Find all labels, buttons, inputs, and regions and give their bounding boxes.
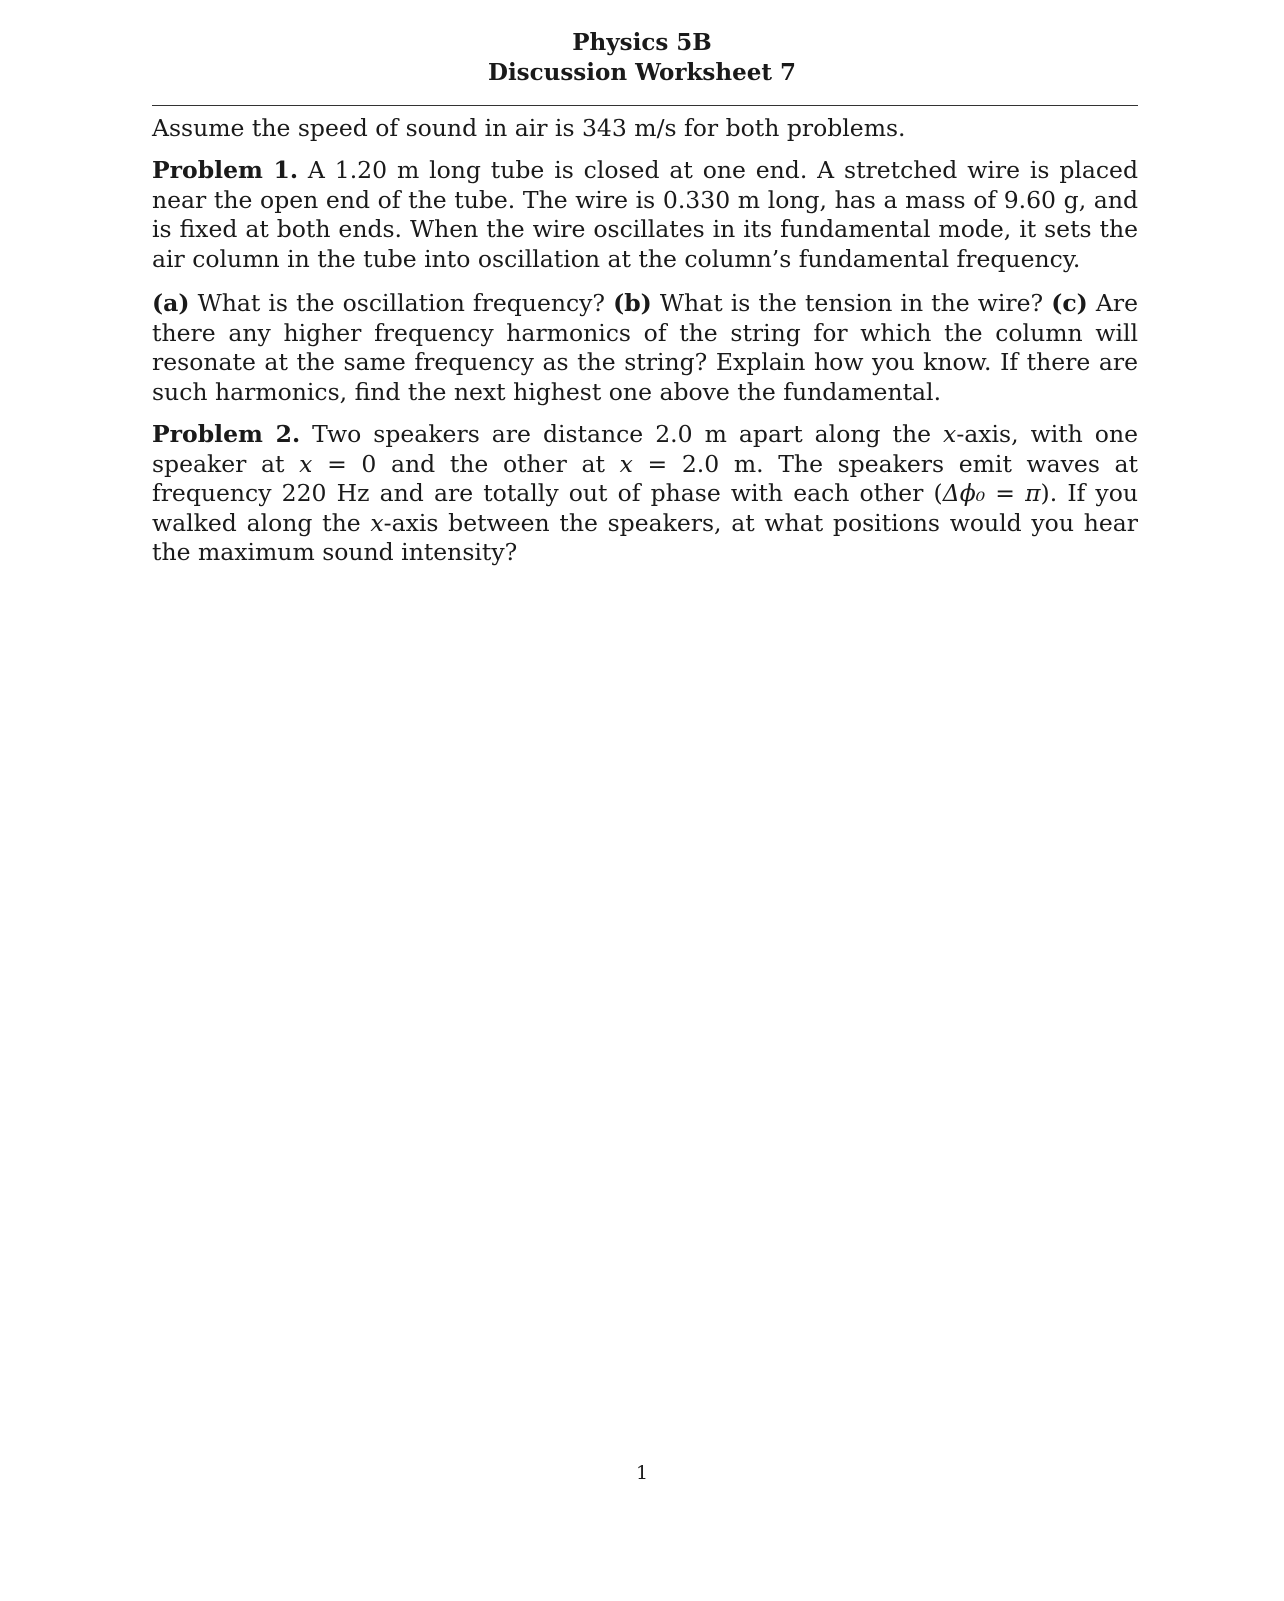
part-c-label: (c)	[1051, 289, 1088, 317]
part-b-text: What is the tension in the wire?	[651, 289, 1052, 317]
problem-2-label: Problem 2.	[152, 420, 301, 448]
document-header	[0, 28, 1284, 88]
problem-1-label: Problem 1.	[152, 156, 299, 184]
problem-2-text-2: -axis, with one speaker at	[152, 420, 1138, 478]
problem-2-text-1: Two speakers are distance 2.0 m apart along the	[300, 420, 944, 448]
math-phase: Δϕ₀ = π	[942, 479, 1041, 507]
math-x-1: x	[943, 420, 957, 448]
course-title: Physics 5B	[572, 29, 712, 56]
part-a-label: (a)	[152, 289, 190, 317]
part-a-text: What is the oscillation frequency?	[189, 289, 614, 317]
problem-2-text-5: ). If you walked along the	[152, 479, 1138, 537]
part-b-label: (b)	[613, 289, 652, 317]
worksheet-title: Discussion Worksheet 7	[488, 59, 796, 86]
problem-1-paragraph	[152, 156, 1138, 274]
problem-1-text: A 1.20 m long tube is closed at one end. A stretched wire is placed near the open end of the tube. The wire is 0.330 m long, has a mass of 9.60 g, and is fixed at both ends. When the wire oscillates in its fundamental mode, it sets the air column in the tube into oscillation at the column’s fundamental frequency.	[152, 156, 1138, 273]
intro-paragraph: Assume the speed of sound in air is 343 m/s for both problems.	[152, 114, 906, 142]
math-x-2: x	[299, 449, 313, 478]
math-x-3: x	[619, 449, 633, 478]
problem-2-paragraph	[152, 420, 1138, 568]
math-x-4: x	[370, 508, 384, 537]
problem-2-text-6: -axis between the speakers, at what positions would you hear the maximum sound intensity?	[152, 508, 1138, 566]
problem-2-text-3: = 0 and the other at	[312, 449, 620, 478]
problem-2-text-4: = 2.0 m. The speakers emit waves at frequency 220 Hz and are totally out of phase with each other (	[152, 449, 1138, 507]
header-divider	[152, 105, 1138, 106]
problem-1-questions	[152, 289, 1138, 407]
page-number: 1	[635, 1462, 649, 1484]
part-c-text: Are there any higher frequency harmonics of the string for which the column will resonate at the same frequency as the string? Explain how you know. If there are such harmonics, find the next highest one above the fundamental.	[152, 289, 1138, 406]
